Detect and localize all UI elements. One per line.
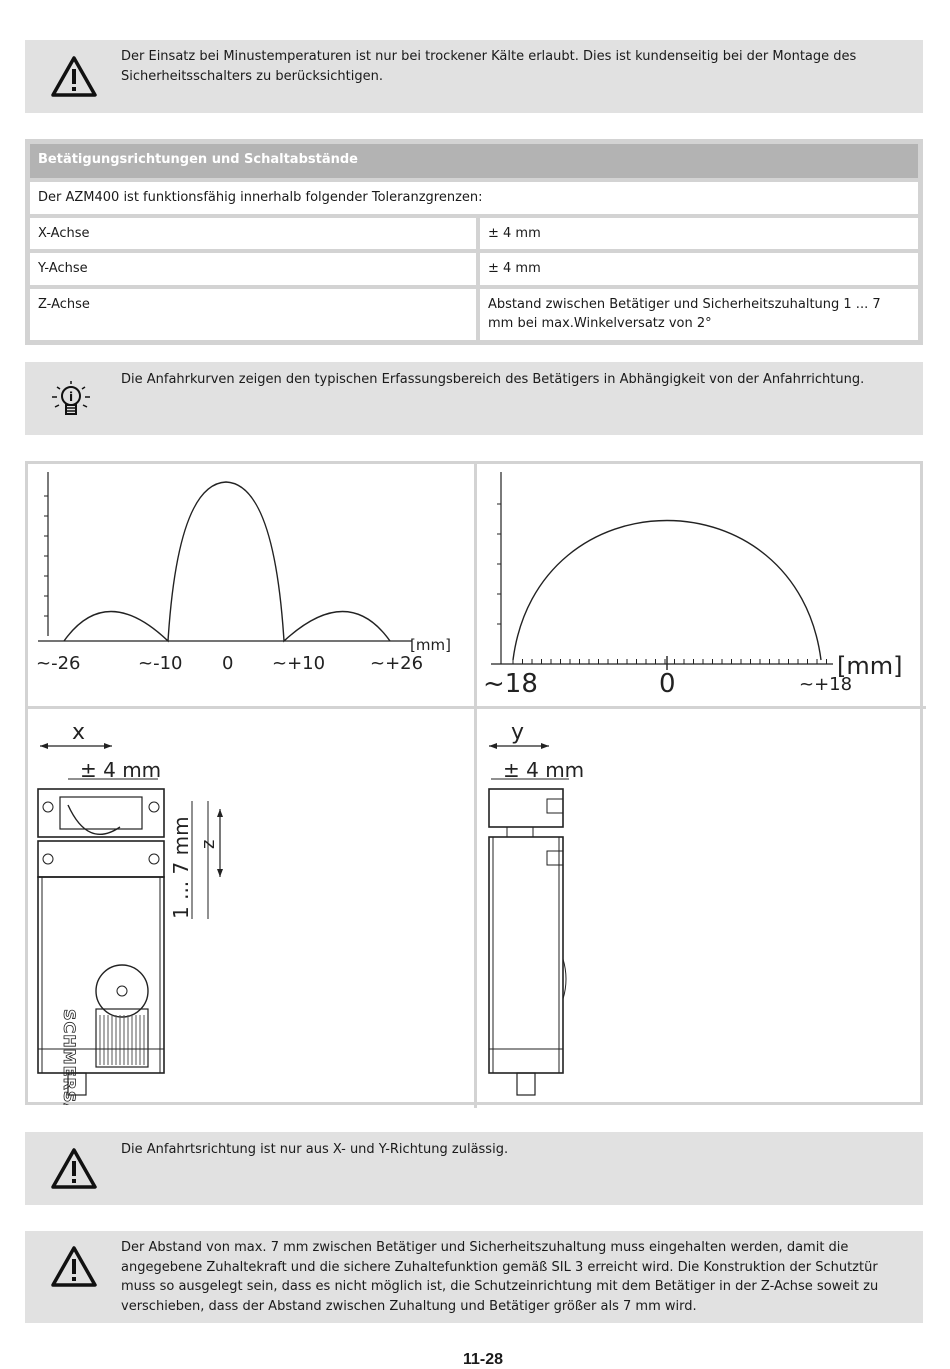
tick-label: ~18 [483, 669, 538, 699]
tick-label: ~-26 [36, 653, 81, 674]
brand-logo: SCHMERSAL [60, 1009, 79, 1105]
tick-label: ~+10 [272, 653, 326, 674]
curve-tip-note [25, 362, 923, 435]
cold-warning-note [25, 40, 923, 113]
curve-right-chart [477, 464, 926, 706]
tick-label: ~-10 [138, 653, 183, 674]
table-heading: Betätigungsrichtungen und Schaltabstände [28, 142, 920, 180]
device-side-drawing [477, 709, 926, 1105]
device-front-drawing [28, 709, 474, 1105]
x-tolerance: ± 4 mm [80, 758, 162, 782]
tolerance-table [25, 139, 923, 345]
axis-cell: X-Achse [28, 216, 478, 252]
tick-label: ~+26 [370, 653, 424, 674]
axis-unit: [mm] [410, 636, 451, 654]
axis-cell: Z-Achse [28, 287, 478, 342]
distance-warning-text: Der Abstand von max. 7 mm zwischen Betätiger und Sicherheitszuhaltung muss eingehalten werden, damit die angegebene Zuhaltekraft und die sichere Zuhaltefunktion gemäß SIL 3 erreicht wird. Die Konstruktion der Schutztür muss so ausgelegt sein, dass es nicht möglich ist, die Schutzeinrichtung mit dem Betätiger in der Z-Achse soweit zu verschieben, dass der Abstand zwischen Zuhaltung und Betätiger größer als 7 mm wird. [121, 1240, 879, 1314]
lightbulb-icon [51, 380, 91, 420]
value-cell: ± 4 mm [478, 216, 920, 252]
device-side-panel [477, 709, 926, 1105]
table-row [28, 251, 920, 287]
warning-icon [51, 1147, 97, 1189]
direction-warning-note [25, 1132, 923, 1205]
direction-warning-text: Die Anfahrtsrichtung ist nur aus X- und Y-Richtung zulässig. [121, 1142, 509, 1157]
z-axis-label: z [198, 839, 219, 849]
warning-icon [51, 55, 97, 97]
cold-warning-text: Der Einsatz bei Minustemperaturen ist nur bei trockener Kälte erlaubt. Dies ist kundenseitig bei der Montage des Sicherheitsschalters zu berücksichtigen. [121, 49, 857, 84]
tick-label: 0 [659, 669, 676, 699]
value-cell: ± 4 mm [478, 251, 920, 287]
table-intro: Der AZM400 ist funktionsfähig innerhalb folgender Toleranzgrenzen: [28, 180, 920, 216]
z-range: 1 ... 7 mm [169, 816, 193, 919]
warning-icon [51, 1245, 97, 1287]
axis-unit: [mm] [837, 652, 903, 680]
device-front-panel [28, 709, 474, 1105]
page-number: 11-28 [462, 1351, 504, 1368]
table-row [28, 287, 920, 342]
x-axis-label: x [72, 720, 86, 745]
figure-grid [25, 461, 923, 1105]
curve-right-panel [477, 464, 926, 706]
table-row [28, 216, 920, 252]
tick-label: ~+18 [799, 674, 853, 695]
distance-warning-note [25, 1231, 923, 1323]
y-tolerance: ± 4 mm [503, 758, 585, 782]
value-cell: Abstand zwischen Betätiger und Sicherheitszuhaltung 1 ... 7 mm bei max.Winkelversatz von 2° [478, 287, 920, 342]
curve-tip-text: Die Anfahrkurven zeigen den typischen Erfassungsbereich des Betätigers in Abhängigkeit von der Anfahrrichtung. [121, 372, 865, 387]
tick-label: 0 [222, 653, 234, 674]
axis-cell: Y-Achse [28, 251, 478, 287]
y-axis-label: y [511, 720, 525, 745]
curve-left-chart [28, 464, 474, 706]
svg-text:i: i [68, 390, 74, 404]
curve-left-panel [28, 464, 474, 706]
